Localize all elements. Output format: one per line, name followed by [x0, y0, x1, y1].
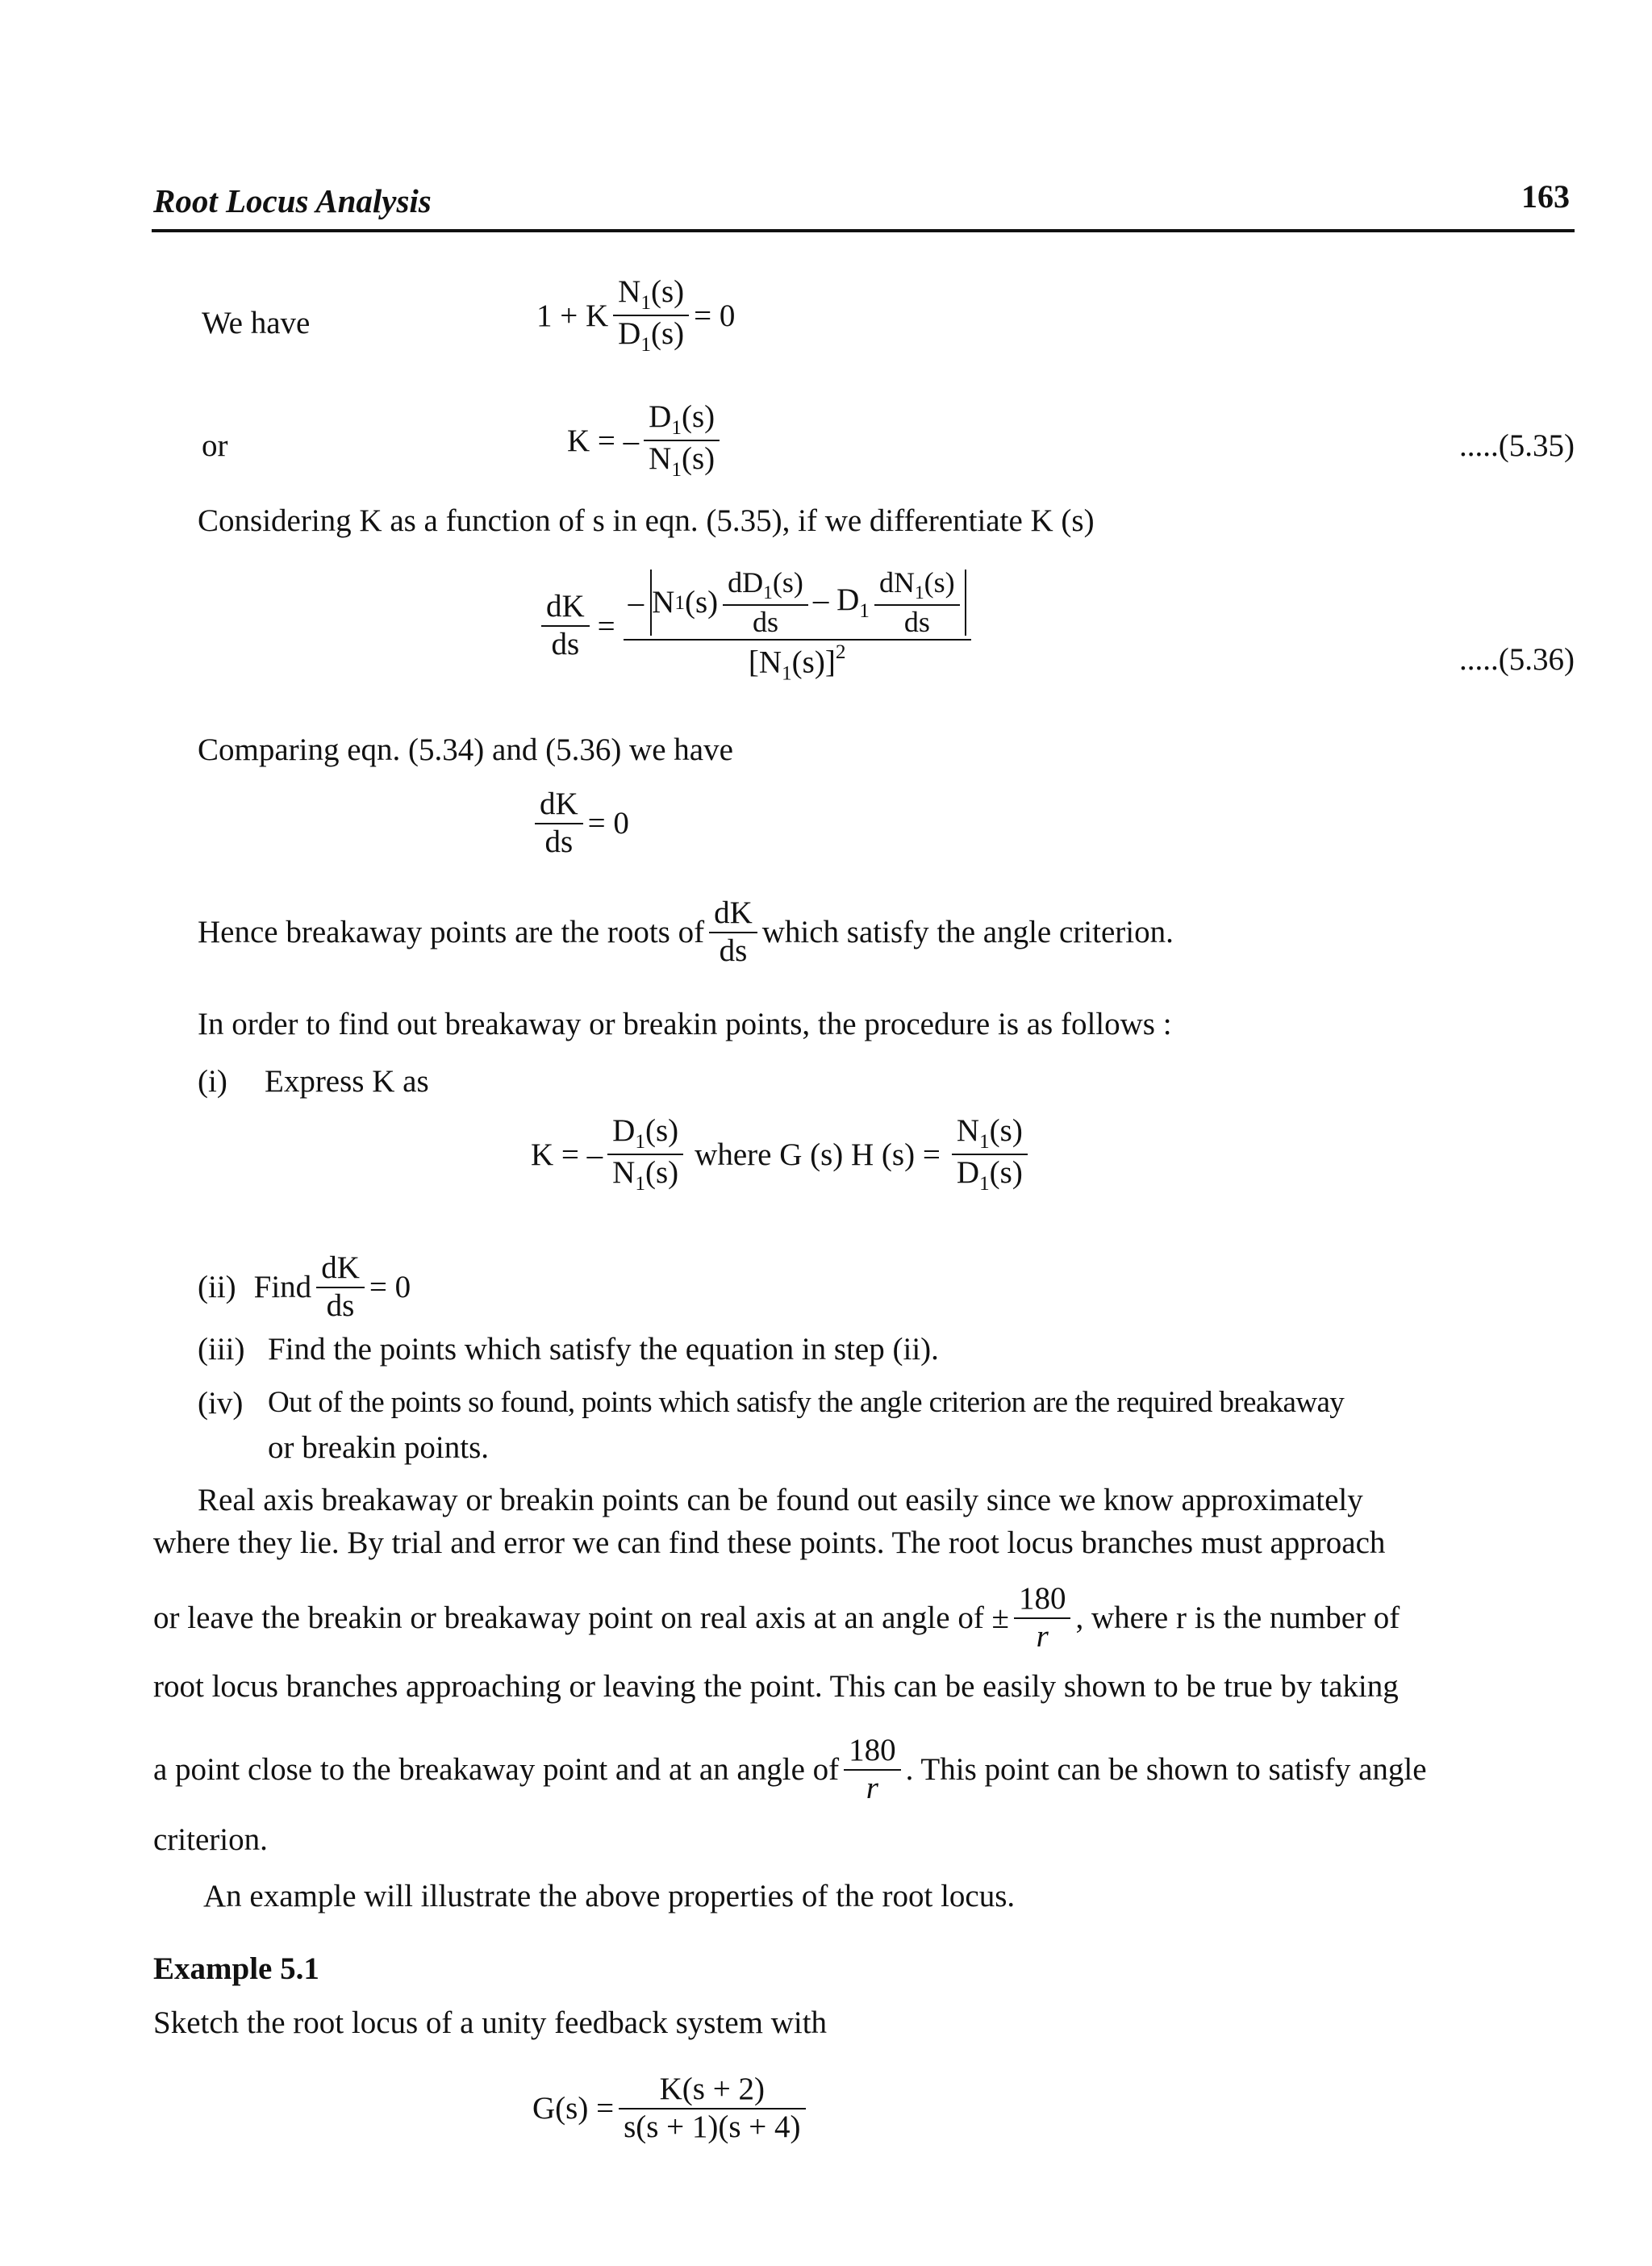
- step-1-text: Express K as: [265, 1064, 429, 1099]
- hence-fraction: $\frac{dK}{ds}$: [709, 895, 757, 970]
- eq1-lhs: 1 + K: [536, 298, 609, 333]
- para-line-3: or leave the breakin or breakaway point on real axis at an angle of ± $\frac{180}{r}$ , where r is the number of: [153, 1581, 1400, 1654]
- eq2-fraction: $\frac{D_1(s)}{N_1(s)}$: [644, 399, 720, 482]
- eq-number-5-35: .....(5.35): [1459, 428, 1575, 463]
- example-heading: Example 5.1: [153, 1951, 319, 1986]
- eq1-fraction: $\frac{N_1(s)}{D_1(s)}$: [613, 274, 689, 357]
- eq3-lhs-fraction: $\frac{dK}{ds}$: [541, 589, 590, 663]
- para-line-1: Real axis breakaway or breakin points can be found out easily since we know approximately: [198, 1483, 1363, 1517]
- equation-2: [567, 399, 724, 482]
- equation-4: $\frac{dK}{ds}$ = 0: [530, 787, 629, 861]
- eq2-lhs: K = –: [567, 423, 640, 458]
- equation-5: K = – $\frac{D_1(s)}{N_1(s)}$ where G (s) H (s) = $\frac{N_1(s)}{D_1(s)}$: [531, 1113, 1032, 1196]
- text-example-intro: An example will illustrate the above properties of the root locus.: [203, 1879, 1016, 1913]
- text-considering: Considering K as a function of s in eqn. (5.35), if we differentiate K (s): [198, 503, 1095, 538]
- header-rule: [152, 229, 1575, 232]
- eq1-rhs: = 0: [694, 298, 736, 333]
- text-procedure: In order to find out breakaway or breakin points, the procedure is as follows :: [198, 1007, 1172, 1041]
- step-4-label: (iv): [198, 1386, 244, 1421]
- equation-3: $\frac{dK}{ds}$ = – N 1 (s) $\frac{dD_1(s)}{ds}$ – $D_1$ $\frac{dN_1(s)}{ds}$ $[N_1(s)]^2$: [536, 566, 976, 686]
- para-line-4: root locus branches approaching or leaving the point. This can be easily shown to be true by taking: [153, 1669, 1399, 1704]
- step-3-label: (iii): [198, 1332, 245, 1367]
- eq3-rhs-fraction: – N 1 (s) $\frac{dD_1(s)}{ds}$ – $D_1$ $\frac{dN_1(s)}{ds}$ $[N_1(s)]^2$: [624, 566, 971, 686]
- running-header-title: Root Locus Analysis: [153, 182, 432, 219]
- para-line-5: a point close to the breakaway point and at an angle of $\frac{180}{r}$ . This point can be shown to satisfy angle: [153, 1733, 1427, 1805]
- eq1-lead: We have: [202, 306, 311, 340]
- step-4-line-2: or breakin points.: [268, 1430, 490, 1465]
- eq-number-5-36: .....(5.36): [1459, 642, 1575, 677]
- step-4-line-1: Out of the points so found, points which satisfy the angle criterion are the required breakaway: [268, 1386, 1345, 1419]
- step-3-text: Find the points which satisfy the equation in step (ii).: [268, 1332, 939, 1367]
- example-equation: G(s) = $\frac{K(s + 2)}{s(s + 1)(s + 4)}$: [532, 2072, 811, 2146]
- eq2-lead: or: [202, 428, 228, 463]
- text-comparing: Comparing eqn. (5.34) and (5.36) we have: [198, 732, 733, 767]
- example-text: Sketch the root locus of a unity feedback system with: [153, 2005, 828, 2040]
- step-2: (ii) Find $\frac{dK}{ds}$ = 0: [198, 1250, 411, 1323]
- text-hence: Hence breakaway points are the roots of $\frac{dK}{ds}$ which satisfy the angle criterion.: [198, 895, 1174, 968]
- para-line-2: where they lie. By trial and error we can find these points. The root locus branches must approach: [153, 1525, 1386, 1560]
- step-1-label: (i): [198, 1064, 227, 1099]
- page-number: 163: [1521, 178, 1570, 215]
- para-line-6: criterion.: [153, 1822, 268, 1857]
- equation-1: [536, 274, 735, 357]
